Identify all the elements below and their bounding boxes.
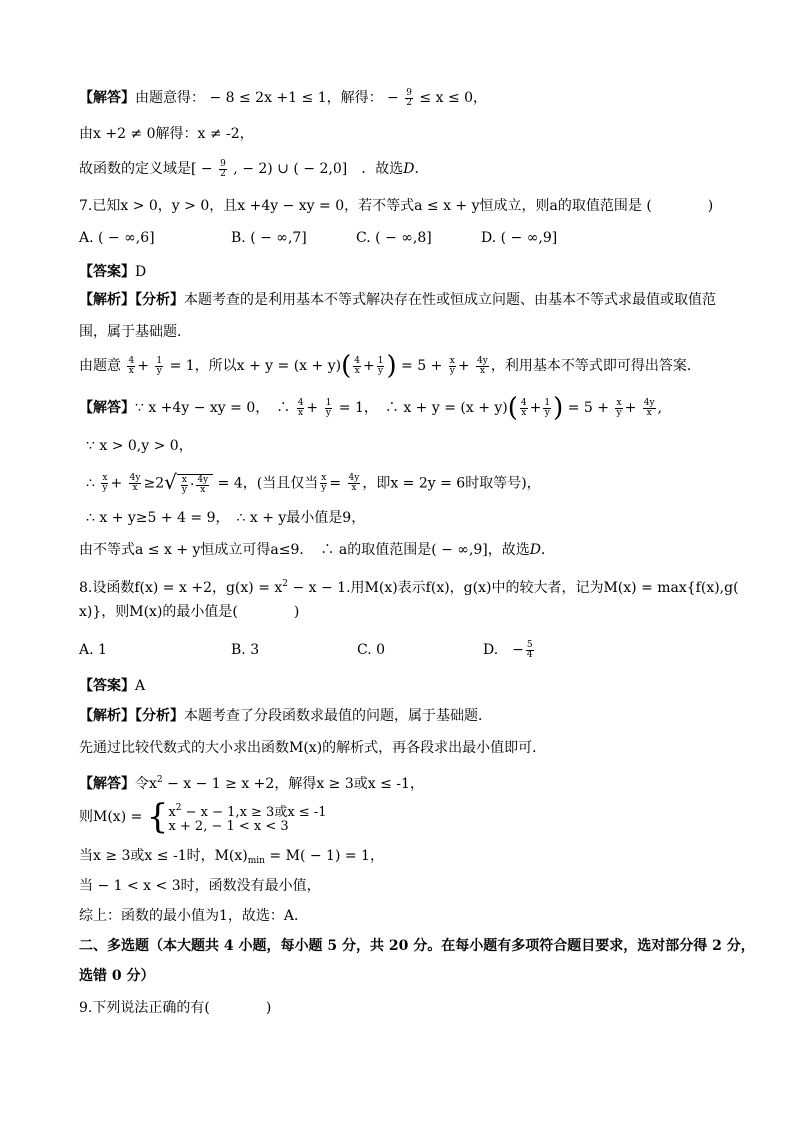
solution-tag: 【解答】 (79, 90, 135, 106)
option-a: A. ( − ∞,6] (79, 230, 155, 246)
text: 由题意得： − 8 ≤ 2x +1 ≤ 1，解得： − (135, 90, 399, 106)
fraction: $\frac{1}{y}$ (544, 397, 551, 418)
q7-answer: 【答案】D (79, 264, 147, 280)
q9-stem: 9.下列说法正确的有( ) (79, 1000, 272, 1016)
q8-stem-line-1: 8.设函数f(x) = x +2，$g(x) = x^2 - x - 1$.用M(x)表示f(x)，g(x)中的较大者，记为M(x) = max{f(x),g( (79, 579, 739, 596)
q8-answer: 【答案】A (79, 678, 146, 694)
fraction: $\frac{x}{y}$ (321, 473, 327, 493)
fraction: $\frac{4}{x}$ (354, 355, 360, 376)
q8-solution-line-5: 综上：函数的最小值为1，故选：A． (79, 908, 309, 924)
q7-analysis-line-2: 围，属于基础题． (79, 324, 191, 340)
q7-analysis-line-1: 【解析】【分析】本题考查的是利用基本不等式解决存在性或恒成立问题、由基本不等式求最值或取值范 (79, 292, 716, 308)
q7-solution-line-2: ∵ x > 0,y > 0， (86, 438, 193, 454)
q8-solution-line-1: 【解答】令$x^2 - x - 1 \ge x +2$，解得x ≥ 3或x ≤ -1， (79, 775, 424, 792)
fraction: $\frac{4}{x}$ (520, 397, 527, 418)
q7-solution-line-3: ∴ $\frac{x}{y}$ + $\frac{4y}{x}$ ≥2√ $\frac{x}{y}$ · $\frac{4y}{x}$ = 4，(当且仅当 $\frac{x}{y}$ = $\frac{4y}{x}$ ，即x = 2y = 6时取等号)， (86, 470, 541, 495)
fraction: $\frac{1}{y}$ (325, 397, 332, 418)
fraction: $\frac{4y}{x}$ (129, 473, 141, 493)
fraction: $\frac{x}{y}$ (102, 473, 108, 493)
fraction: $\frac{1}{y}$ (377, 355, 384, 376)
section-heading-line-1: 二、多选题（本大题共 4 小题，每小题 5 分，共 20 分。在每小题有多项符合题目要求，选对部分得 2 分， (79, 938, 755, 954)
option-c: C. ( − ∞,8] (356, 230, 432, 246)
fraction: $\frac{9}{2}$ (406, 87, 412, 108)
fraction: $\frac{5}{4}$ (526, 639, 533, 660)
case-2: x + 2, − 1 < x < 3 (168, 818, 289, 834)
case-1: $x^2 - x - 1,x \ge 3$或x ≤ -1 (168, 802, 327, 820)
option-d: D. − $\frac{5}{4}$ (483, 639, 533, 660)
square-root: √ $\frac{x}{y}$ · $\frac{4y}{x}$ (164, 472, 213, 495)
option-b: B. 3 (231, 642, 260, 658)
q8-options (79, 640, 536, 660)
fraction: $\frac{x}{y}$ (181, 474, 187, 495)
q6-solution-line-1 (79, 88, 487, 108)
option-a: A. 1 (79, 642, 107, 658)
q7-options (79, 228, 557, 248)
q7-solution-line-5: 由不等式a ≤ x + y恒成立可得a≤9． ∴ a的取值范围是( − ∞,9]，故选D． (79, 542, 556, 558)
text: ≤ x ≤ 0， (419, 90, 488, 106)
fraction: $\frac{9}{2}$ (220, 158, 226, 179)
q6-solution-line-2: 由x +2 ≠ 0解得：x ≠ -2， (79, 126, 254, 142)
q7-stem: 7.已知x > 0，y > 0，且x +4y − xy = 0，若不等式a ≤ x + y恒成立，则a的取值范围是 ( ) (79, 198, 714, 214)
q7-hint: 由题意 $\frac{4}{x}$ + $\frac{1}{y}$ = 1，所以x + y = (x + y)( $\frac{4}{x}$ + $\frac{1}{y}$ ) = 5 + $\frac{x}{y}$ + $\frac{4y}{x}$ ，利用基本不等式即可得出答案． (79, 351, 701, 381)
option-c: C. 0 (357, 642, 386, 658)
fraction: $\frac{4y}{x}$ (348, 473, 360, 493)
q7-solution-line-1: 【解答】∵ x +4y − xy = 0， ∴ $\frac{4}{x}$ + $\frac{1}{y}$ = 1， ∴ x + y = (x + y)( $\frac{4}{x}$ + $\frac{1}{y}$ ) = 5 + $\frac{x}{y}$ + $\frac{4y}{x}$ , (79, 393, 663, 423)
section-heading-line-2: 选错 0 分） (79, 968, 155, 984)
option-d: D. ( − ∞,9] (481, 230, 558, 246)
q7-solution-line-4: ∴ x + y≥5 + 4 = 9， ∴ x + y最小值是9， (86, 510, 366, 526)
piecewise-cases (168, 801, 326, 834)
q8-solution-line-4: 当 − 1 < x < 3时，函数没有最小值， (79, 878, 321, 894)
fraction: $\frac{x}{y}$ (616, 397, 622, 418)
fraction: $\frac{1}{y}$ (156, 355, 163, 376)
option-b: B. ( − ∞,7] (231, 230, 307, 246)
fraction: $\frac{x}{y}$ (449, 355, 455, 376)
q8-hint: 先通过比较代数式的大小求出函数M(x)的解析式，再各段求出最小值即可． (79, 740, 547, 756)
fraction: $\frac{4}{x}$ (297, 397, 304, 418)
q8-solution-piecewise: 则M(x) = { $x^2 - x - 1,x \ge 3$或x ≤ -1 x + 2, − 1 < x < 3 (79, 797, 327, 837)
fraction: $\frac{4y}{x}$ (197, 474, 209, 495)
fraction: $\frac{4y}{x}$ (643, 397, 655, 418)
q8-analysis: 【解析】【分析】本题考查了分段函数求最值的问题，属于基础题． (79, 708, 492, 724)
fraction: $\frac{4}{x}$ (128, 355, 135, 376)
q8-solution-line-3: 当x ≥ 3或x ≤ -1时，$M(x)_{min} = M( - 1) = 1$， (79, 848, 384, 866)
q8-stem-line-2: x)}，则M(x)的最小值是( ) (79, 604, 300, 620)
fraction: $\frac{4y}{x}$ (477, 355, 488, 376)
q6-solution-line-3: 故函数的定义域是[ − $\frac{9}{2}$ , − 2) ∪ ( − 2,0] ．故选D． (79, 158, 429, 179)
